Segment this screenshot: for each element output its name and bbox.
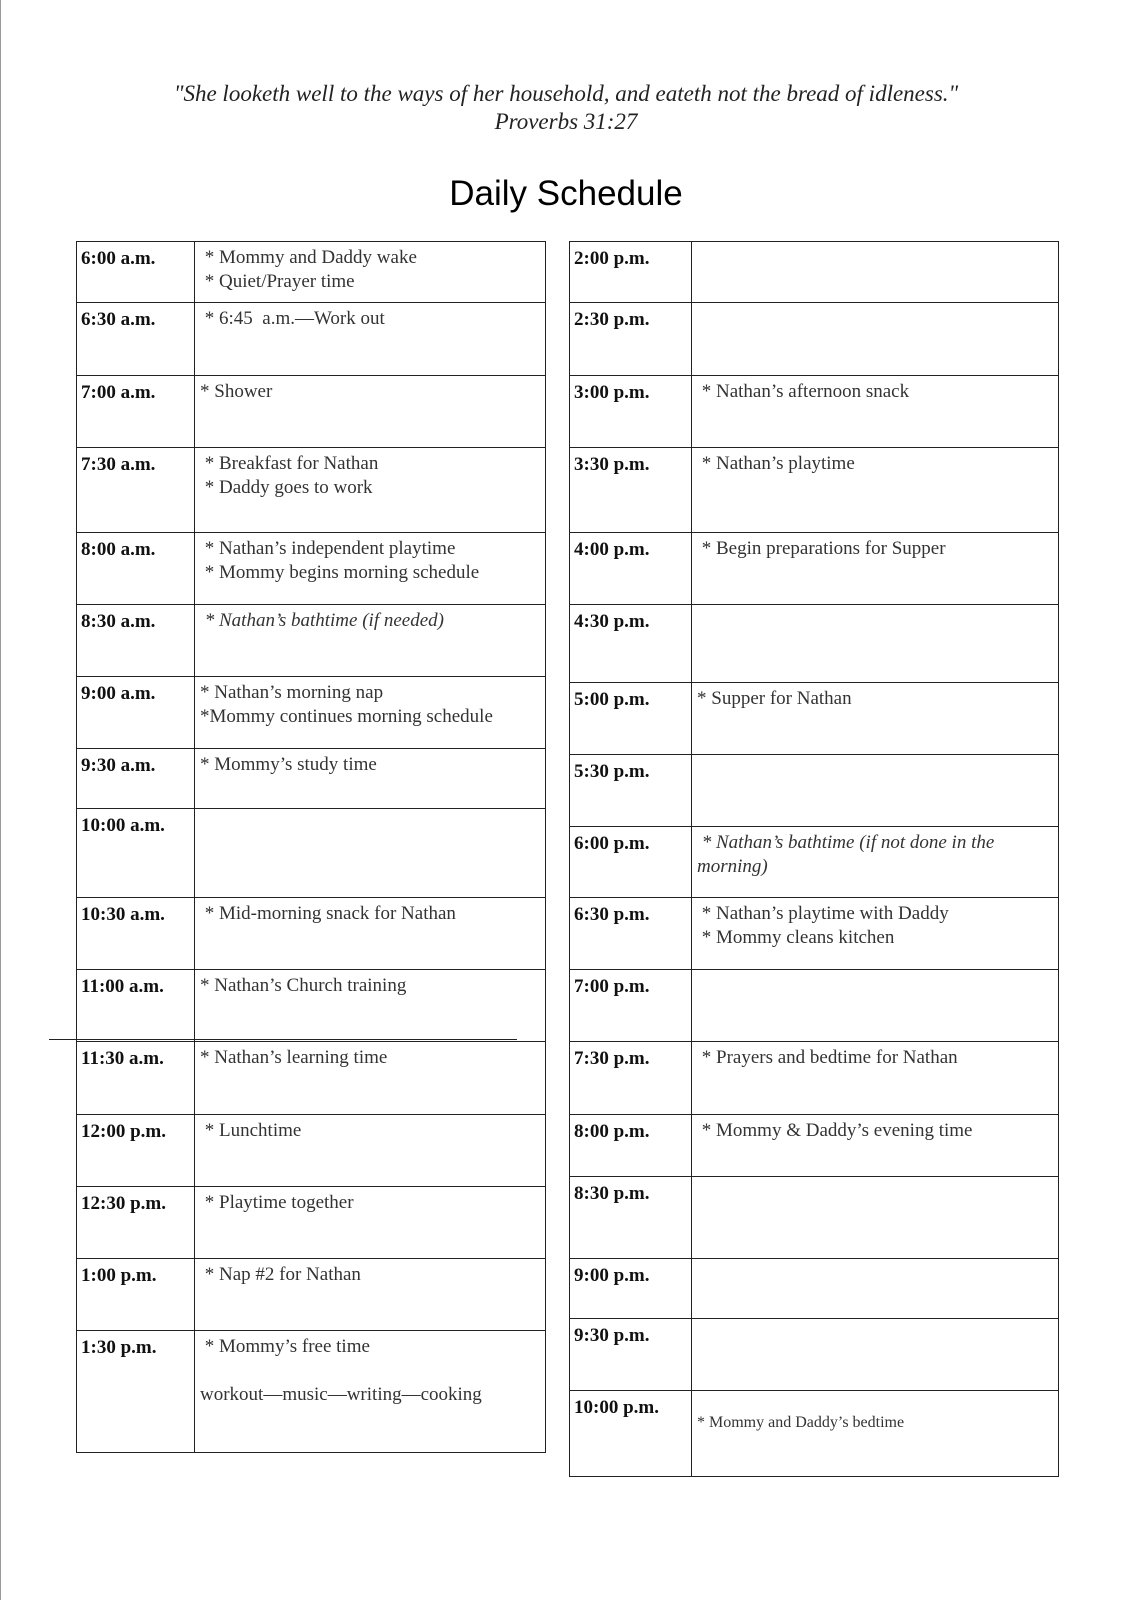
time-slot: 7:30 p.m. — [574, 1048, 650, 1069]
activity-cell — [697, 1046, 1052, 1070]
schedule-row — [77, 242, 545, 302]
time-slot: 8:00 p.m. — [574, 1121, 650, 1142]
page-title: Daily Schedule — [449, 174, 683, 213]
activity-line: * Mommy cleans kitchen — [697, 927, 895, 948]
activity-cell — [200, 681, 539, 729]
activity-cell — [697, 902, 1052, 950]
schedule-row — [570, 1041, 1058, 1114]
schedule-row — [570, 1114, 1058, 1176]
time-slot: 9:30 a.m. — [81, 755, 156, 776]
time-slot: 2:30 p.m. — [574, 309, 650, 330]
schedule-row — [77, 532, 545, 604]
schedule-row — [77, 1330, 545, 1453]
time-slot: 12:30 p.m. — [81, 1193, 166, 1214]
activity-cell — [200, 1119, 539, 1143]
schedule-row — [570, 1390, 1058, 1477]
morning-schedule-table — [76, 241, 546, 1453]
quote-citation: Proverbs 31:27 — [494, 109, 638, 134]
schedule-row — [570, 604, 1058, 682]
schedule-row — [77, 447, 545, 532]
activity-line: * Nathan’s afternoon snack — [697, 381, 910, 402]
activity-cell — [697, 1119, 1052, 1143]
schedule-row — [77, 1186, 545, 1258]
activity-cell — [200, 902, 539, 926]
activity-cell — [200, 974, 539, 998]
activity-line: * Mommy and Daddy wake — [200, 247, 417, 268]
schedule-row — [77, 604, 545, 676]
activity-line: * Mommy’s study time — [200, 754, 377, 775]
schedule-row — [77, 375, 545, 447]
time-slot: 9:00 a.m. — [81, 683, 156, 704]
activity-line: * Mommy and Daddy’s bedtime — [697, 1414, 905, 1431]
schedule-row — [570, 1176, 1058, 1258]
schedule-row — [77, 969, 545, 1041]
activity-cell — [697, 452, 1052, 476]
time-slot: 4:00 p.m. — [574, 539, 650, 560]
stray-rule-line — [49, 1039, 517, 1040]
activity-cell — [200, 246, 539, 294]
activity-line: * Mommy & Daddy’s evening time — [697, 1120, 973, 1141]
activity-line: * Nathan’s bathtime (if needed) — [200, 610, 444, 631]
activity-line: workout—music—writing—cooking — [200, 1384, 482, 1405]
time-slot: 6:30 a.m. — [81, 309, 156, 330]
activity-line: * Nathan’s Church training — [200, 975, 407, 996]
schedule-row — [77, 1041, 545, 1114]
time-slot: 3:30 p.m. — [574, 454, 650, 475]
activity-line: * Nathan’s playtime with Daddy — [697, 903, 949, 924]
activity-cell — [200, 380, 539, 404]
schedule-row — [570, 969, 1058, 1041]
activity-cell — [200, 537, 539, 585]
time-slot: 3:00 p.m. — [574, 382, 650, 403]
activity-cell — [200, 1191, 539, 1215]
time-slot: 10:00 p.m. — [574, 1397, 659, 1418]
time-slot: 10:30 a.m. — [81, 904, 165, 925]
schedule-row — [77, 1114, 545, 1186]
time-slot: 11:00 a.m. — [81, 976, 164, 997]
schedule-row — [77, 808, 545, 897]
time-slot: 6:00 a.m. — [81, 248, 156, 269]
activity-line: * 6:45 a.m.—Work out — [200, 308, 385, 329]
activity-line — [200, 1359, 539, 1383]
schedule-row — [77, 897, 545, 969]
activity-line: * Nathan’s playtime — [697, 453, 855, 474]
time-slot: 4:30 p.m. — [574, 611, 650, 632]
page-edge — [0, 0, 1, 1600]
activity-cell — [697, 380, 1052, 404]
activity-cell — [200, 1335, 539, 1407]
time-slot: 5:00 p.m. — [574, 689, 650, 710]
activity-line: * Supper for Nathan — [697, 688, 852, 709]
afternoon-schedule-table — [569, 241, 1059, 1477]
activity-line: * Playtime together — [200, 1192, 354, 1213]
time-slot: 11:30 a.m. — [81, 1048, 164, 1069]
schedule-row — [77, 1258, 545, 1330]
activity-line: * Mommy begins morning schedule — [200, 562, 480, 583]
schedule-row — [77, 302, 545, 375]
scripture-quote — [0, 80, 1132, 136]
activity-line: * Mid-morning snack for Nathan — [200, 903, 456, 924]
time-slot: 6:00 p.m. — [574, 833, 650, 854]
activity-line: * Daddy goes to work — [200, 477, 373, 498]
schedule-row — [570, 302, 1058, 375]
activity-line: * Nathan’s learning time — [200, 1047, 388, 1068]
time-slot: 6:30 p.m. — [574, 904, 650, 925]
activity-cell — [200, 307, 539, 331]
activity-line: * Quiet/Prayer time — [200, 271, 355, 292]
activity-line: * Shower — [200, 381, 273, 402]
schedule-row — [77, 676, 545, 748]
activity-line: * Nathan’s morning nap — [200, 682, 384, 703]
activity-line: * Nathan’s independent playtime — [200, 538, 456, 559]
schedule-row — [570, 375, 1058, 447]
activity-cell — [697, 1411, 1052, 1435]
schedule-row — [570, 826, 1058, 897]
activity-line: * Nathan’s bathtime (if not done in the — [697, 832, 995, 853]
activity-cell — [200, 609, 539, 633]
schedule-row — [570, 447, 1058, 532]
time-slot: 7:00 p.m. — [574, 976, 650, 997]
schedule-row — [77, 748, 545, 808]
activity-cell — [697, 687, 1052, 711]
schedule-row — [570, 682, 1058, 754]
time-slot: 8:30 p.m. — [574, 1183, 650, 1204]
activity-cell — [200, 452, 539, 500]
time-slot: 8:00 a.m. — [81, 539, 156, 560]
activity-line: * Lunchtime — [200, 1120, 302, 1141]
activity-line: morning) — [697, 856, 768, 877]
activity-line: * Nap #2 for Nathan — [200, 1264, 361, 1285]
time-slot: 2:00 p.m. — [574, 248, 650, 269]
time-slot: 9:30 p.m. — [574, 1325, 650, 1346]
time-slot: 10:00 a.m. — [81, 815, 165, 836]
time-slot: 7:00 a.m. — [81, 382, 156, 403]
time-slot: 8:30 a.m. — [81, 611, 156, 632]
schedule-row — [570, 1318, 1058, 1390]
time-slot: 1:00 p.m. — [81, 1265, 157, 1286]
schedule-row — [570, 1258, 1058, 1318]
activity-line: * Prayers and bedtime for Nathan — [697, 1047, 958, 1068]
activity-cell — [697, 831, 1052, 879]
time-slot: 12:00 p.m. — [81, 1121, 166, 1142]
schedule-row — [570, 242, 1058, 302]
time-slot: 5:30 p.m. — [574, 761, 650, 782]
activity-cell — [200, 1263, 539, 1287]
schedule-row — [570, 897, 1058, 969]
activity-cell — [200, 753, 539, 777]
time-slot: 9:00 p.m. — [574, 1265, 650, 1286]
activity-cell — [200, 1046, 539, 1070]
activity-line: * Begin preparations for Supper — [697, 538, 946, 559]
schedule-row — [570, 754, 1058, 826]
schedule-row — [570, 532, 1058, 604]
quote-text: "She looketh well to the ways of her household, and eateth not the bread of idleness." — [173, 81, 959, 106]
activity-line: * Breakfast for Nathan — [200, 453, 379, 474]
activity-line: *Mommy continues morning schedule — [200, 706, 493, 727]
time-slot: 7:30 a.m. — [81, 454, 156, 475]
time-slot: 1:30 p.m. — [81, 1337, 157, 1358]
activity-line: * Mommy’s free time — [200, 1336, 370, 1357]
activity-cell — [697, 537, 1052, 561]
